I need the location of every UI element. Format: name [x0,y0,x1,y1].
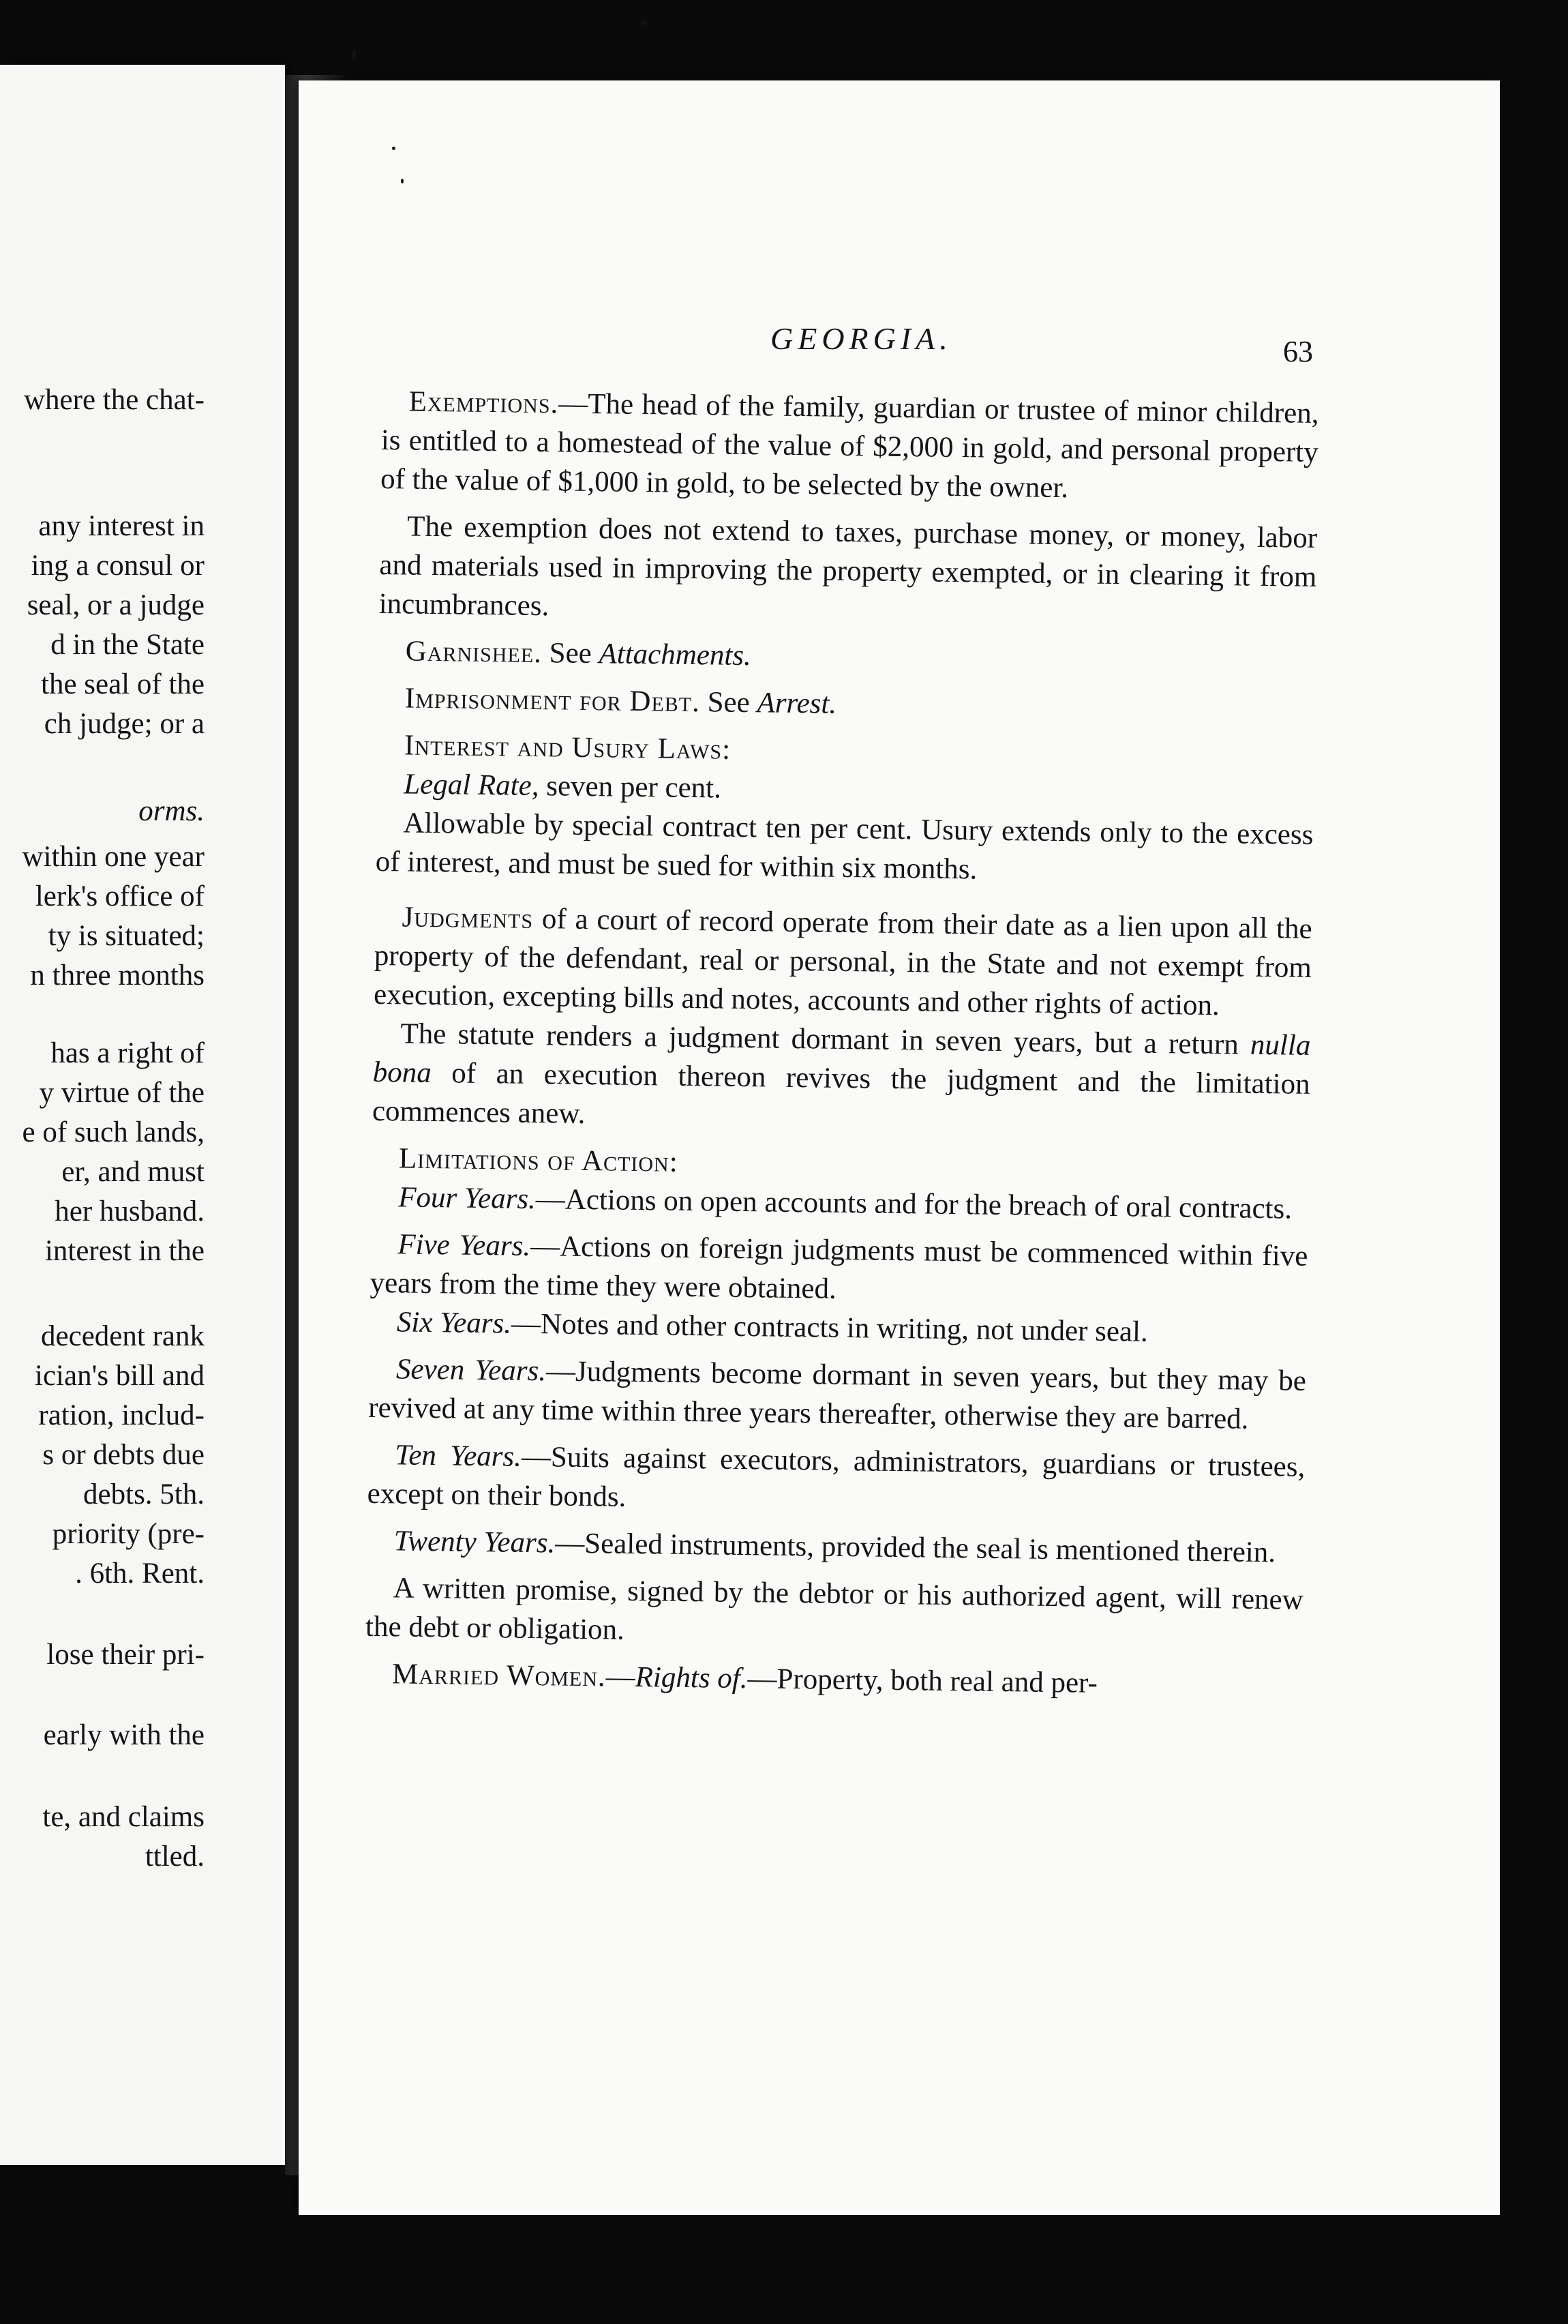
imprisonment-entry [378,679,1316,730]
left-page-line: s or debts due [42,1439,205,1471]
legal-rate-text: seven per cent. [545,770,722,805]
exemptions-paragraph-2: The exemption does not extend to taxes, purchase money, or money, labor and materials used in improving the property exempted, or in clearing it from incumbrances. [378,510,1318,623]
limitation-text: —Actions on open accounts and for the breach of oral contracts. [535,1183,1293,1225]
left-page-line: . 6th. Rent. [75,1558,205,1590]
page-body [365,382,1319,1705]
nulla-bona: nulla bona [372,1028,1311,1090]
judgments-text: of a court of record operate from their date as a lien upon all the property of the defendant, real or personal, in the State and not exempt from execution, excepting bills and notes, accounts and other rights of action. [373,903,1312,1022]
running-head: GEORGIA. [770,321,952,356]
limitation-label: Ten Years. [395,1439,522,1473]
dust-speck [352,49,357,59]
rights-of-label: Rights of. [635,1661,748,1695]
left-page-line: ician's bill and [35,1360,205,1392]
limitation-text: —Suits against executors, administrators, guardians or trustees, except on their bonds. [367,1440,1306,1513]
left-page-line: n three months [30,959,205,992]
married-women-text: —Property, both real and per- [747,1663,1098,1699]
limitation-item [367,1435,1305,1525]
left-page-line: priority (pre- [52,1518,205,1550]
judgments-text-2a: The statute renders a judgment dormant in seven years, but a return [400,1017,1239,1061]
left-page-line: te, and claims [42,1801,205,1833]
left-page-line: ration, includ- [38,1399,205,1431]
left-page-line: has a right of [50,1037,205,1069]
left-page-line: ttled. [145,1841,205,1873]
married-women-heading: Married Women. [391,1658,607,1693]
left-page-line: seal, or a judge [27,589,205,621]
left-page [0,65,285,2165]
left-page-line: the seal of the [41,668,205,700]
limitation-label: Six Years. [396,1306,512,1340]
em-dash: — [605,1660,636,1694]
judgments-heading: Judgments [402,901,534,935]
left-page-line: early with the [43,1719,205,1751]
left-page-line: decedent rank [41,1320,205,1352]
limitation-item [368,1350,1306,1440]
imprisonment-reference: Arrest. [757,687,837,720]
see-label: See [707,686,751,719]
limitation-item [366,1521,1304,1573]
page-number: 63 [1283,335,1313,368]
left-page-line: her husband. [55,1195,205,1227]
limitations-heading: Limitations of Action: [398,1142,679,1178]
left-page-line: lose their pri- [46,1639,205,1671]
see-label: See [549,637,592,670]
legal-rate-label: Legal Rate, [403,768,539,803]
imprisonment-heading: Imprisonment for Debt. [404,682,701,719]
left-page-line: within one year [22,841,205,873]
limitation-text: —Sealed instruments, provided the seal is mentioned therein. [554,1527,1276,1569]
garnishee-reference: Attachments. [599,638,752,672]
limitation-text: —Judgments become dormant in seven years, but they may be revived at any time within three years thereafter, otherwise they are barred. [367,1355,1307,1435]
exemptions-heading: Exemptions. [408,385,559,420]
limitation-text: —Notes and other contracts in writing, not under seal. [511,1307,1149,1348]
left-page-line: e of such lands, [22,1116,205,1148]
exemptions-paragraph [380,382,1319,511]
left-page-line: y virtue of the [39,1077,205,1109]
left-page-line: lerk's office of [35,880,205,912]
limitation-label: Twenty Years. [393,1525,556,1560]
limitation-label: Seven Years. [395,1353,547,1388]
judgments-text-2b: of an execution thereon revives the judgment and the limitation commences anew. [372,1057,1310,1130]
left-page-line: interest in the [44,1235,205,1267]
left-page-line: d in the State [50,629,205,661]
judgments-paragraph [374,897,1312,1026]
dust-speck [401,179,404,183]
written-promise-paragraph: A written promise, signed by the debtor or his authorized agent, will renew the debt or obligation. [365,1572,1304,1646]
interest-heading: Interest and Usury Laws: [404,729,732,766]
left-page-line: where the chat- [23,384,205,416]
dust-speck [392,147,395,150]
usury-paragraph: Allowable by special contract ten per cent. Usury extends only to the excess of interest, and must be sued for within six months. [375,807,1314,886]
dust-speck [641,20,648,25]
left-page-line: er, and must [61,1156,205,1188]
left-page-line: any interest in [38,510,205,542]
limitation-label: Five Years. [397,1228,531,1262]
limitation-label: Four Years. [398,1181,537,1216]
garnishee-heading: Garnishee. [405,635,543,670]
garnishee-entry [378,631,1316,683]
judgments-paragraph-2 [372,1014,1311,1143]
limitation-item [370,1225,1308,1315]
left-page-line: ing a consul or [31,550,205,582]
exemptions-text: —The head of the family, guardian or trustee of minor children, is entitled to a homestead of the value of $2,000 in gold, and personal property of the value of $1,000 in gold, to be selected by the owner. [380,387,1319,505]
left-page-line: ch judge; or a [44,708,205,740]
left-page-line: ty is situated; [48,920,205,952]
left-page-line: orms. [138,795,205,827]
left-page-line: debts. 5th. [83,1478,205,1510]
limitation-text: —Actions on foreign judgments must be commenced within five years from the time they were obtained. [370,1230,1308,1305]
